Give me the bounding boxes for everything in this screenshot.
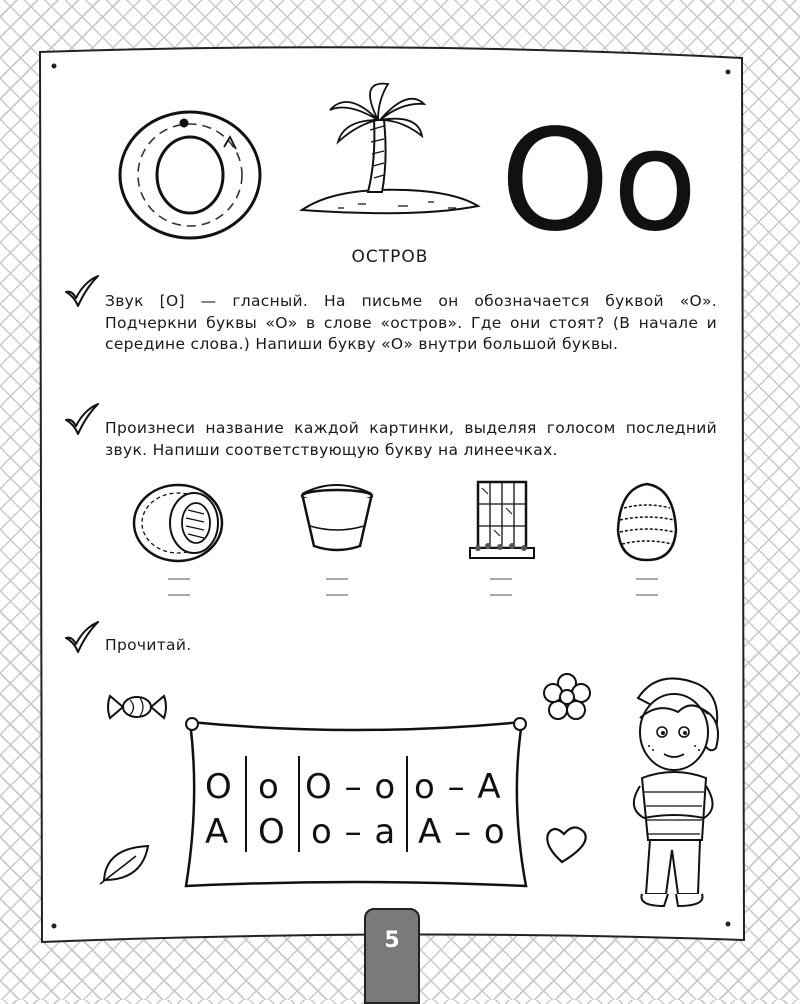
window-icon <box>468 478 536 564</box>
tire-icon <box>130 482 230 564</box>
syllable-cell: О <box>258 812 286 852</box>
bucket-icon <box>296 482 378 554</box>
flower-icon <box>538 672 596 722</box>
answer-line[interactable] <box>326 578 348 580</box>
answer-line[interactable] <box>490 594 512 596</box>
syllable-cell: А <box>205 812 230 852</box>
answer-line[interactable] <box>636 578 658 580</box>
checkmark-icon <box>62 274 102 310</box>
candy-icon <box>104 690 170 724</box>
column-divider <box>298 756 300 852</box>
column-divider <box>406 756 408 852</box>
big-letters-o: Оо <box>500 100 700 263</box>
syllable-cell: О – о <box>305 767 397 807</box>
answer-line[interactable] <box>168 578 190 580</box>
answer-line[interactable] <box>490 578 512 580</box>
task1-text: Звук [О] — гласный. На письме он обозначается буквой «О». Подчеркни буквы «О» в слове «остров». Где они стоят? (В начале и середине слова.) Напиши букву «О» внутри большой буквы. <box>105 292 717 353</box>
page-number-tab <box>364 908 420 1004</box>
tracing-letter-o-icon <box>112 105 268 245</box>
syllable-cell: о – а <box>311 812 397 852</box>
egg-icon <box>614 480 680 564</box>
task3-text: Прочитай. <box>105 636 192 654</box>
task2-text: Произнеси название каждой картинки, выделяя голосом последний звук. Напиши соответствующую букву на линеечках. <box>105 419 717 459</box>
answer-line[interactable] <box>168 594 190 596</box>
page-number: 5 <box>384 928 400 953</box>
leaf-icon <box>96 842 154 886</box>
checkmark-icon <box>62 620 102 656</box>
checkmark-icon <box>62 402 102 438</box>
answer-line[interactable] <box>326 594 348 596</box>
syllable-cell: О <box>205 767 233 807</box>
picture-caption: ОСТРОВ <box>351 247 429 267</box>
syllable-cell: А – о <box>418 812 506 852</box>
island-palm-icon <box>298 80 483 220</box>
syllable-cell: о – А <box>414 767 502 807</box>
boy-illustration-icon <box>618 668 728 913</box>
syllable-cell: о <box>258 767 280 807</box>
heart-icon <box>542 824 594 866</box>
answer-line[interactable] <box>636 594 658 596</box>
column-divider <box>245 756 247 852</box>
